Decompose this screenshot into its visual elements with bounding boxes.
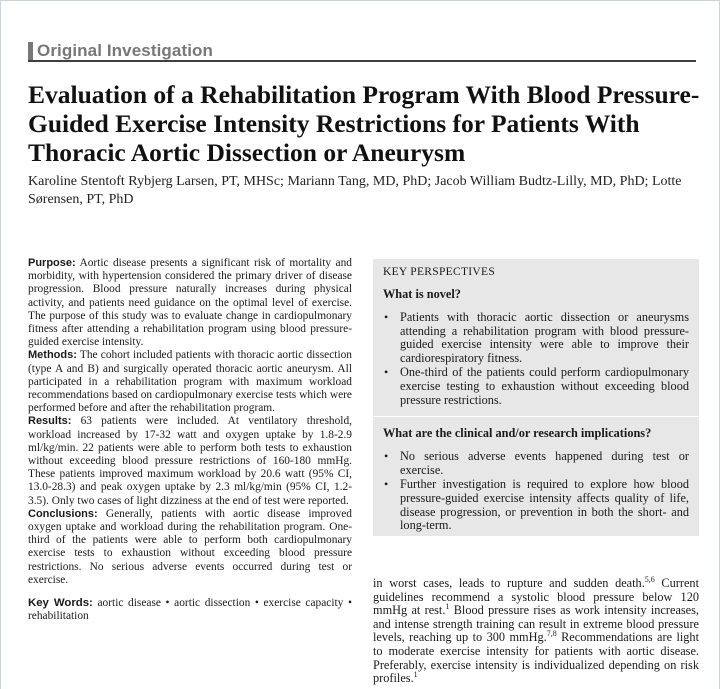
perspectives-divider	[373, 416, 699, 417]
abstract-keywords	[28, 597, 352, 623]
body-text-b: Current guidelines recommend a systolic blood pressure below 120 mmHg at rest.	[373, 576, 699, 618]
body-text-d: Recommendations are light to moderate exercise intensity for patients with aortic disease. Preferably, exercise intensity is individualized depending on risk profiles.	[373, 630, 699, 686]
keywords-text: aortic disease • aortic dissection • exercise capacity • rehabilitation	[28, 597, 352, 623]
implications-question: What are the clinical and/or research implications?	[383, 426, 652, 441]
methods-label: Methods:	[28, 349, 77, 362]
header-rule	[28, 60, 696, 62]
ref-superscript: 5,6	[644, 574, 655, 584]
section-tag	[28, 41, 213, 61]
abstract-conclusions	[28, 508, 352, 587]
body-text-a: in worst cases, leads to rupture and sudden death.	[373, 576, 645, 590]
abstract-methods	[28, 349, 352, 415]
section-label: Original Investigation	[37, 41, 214, 60]
author-list: Karoline Stentoft Rybjerg Larsen, PT, MHSc; Mariann Tang, MD, PhD; Jacob William Budtz-Lilly, MD, PhD; Lotte Sørensen, PT, PhD	[28, 174, 682, 207]
keywords-label: Key Words:	[28, 597, 93, 610]
list-item: • No serious adverse events happened during test or exercise.	[383, 450, 689, 477]
list-item: • Further investigation is required to explore how blood pressure-guided exercise intensity affects quality of life, disease progression, or prevention in both the short- and long-term.	[383, 478, 689, 532]
ref-superscript: 7,8	[546, 629, 557, 639]
list-item: • One-third of the patients could perform cardiopulmonary exercise testing to exhaustion without exceeding blood pressure restrictions.	[383, 366, 689, 407]
conclusions-text: Generally, patients with aortic disease improved oxygen uptake and workload during the rehabilitation program. One-third of the patients were able to perform both cardiopulmonary exercise tests to exhaustion without exceeding blood pressure restrictions. No serious adverse events occurred during test or exercise.	[28, 507, 352, 586]
body-text-c: Blood pressure rises as work intensity increases, and intense strength training can result in extreme blood pressure levels, reaching up to 300 mmHg.	[373, 603, 700, 645]
ref-superscript: 1	[445, 602, 450, 612]
purpose-text: Aortic disease presents a significant risk of mortality and morbidity, with hypertension considered the primary driver of disease progression. Blood pressure naturally increases during physical activity, and patients need guidance on the optimal level of exercise. The purpose of this study was to evaluate change in cardiopulmonary fitness after attending a rehabilitation program using blood pressure-guided exercise intensity.	[28, 257, 352, 349]
key-perspectives-box	[373, 259, 699, 536]
results-text: 63 patients were included. At ventilatory threshold, workload increased by 17-32 watt and oxygen uptake by 1.8-2.9 ml/kg/min. 22 patients were able to perform both tests to exhaustion without exceeding blood pressure restrictions of 160-180 mmHg. These patients improved maximum workload by 20.6 watt (95% CI, 13.0-28.3) and peak oxygen uptake by 2.3 ml/kg/min (95% CI, 1.2-3.5). Only two cases of light dizziness at the end of test were reported.	[28, 415, 353, 507]
abstract-results	[28, 415, 352, 507]
conclusions-label: Conclusions:	[28, 507, 98, 520]
abstract	[28, 257, 352, 623]
purpose-label: Purpose:	[28, 257, 76, 269]
novel-list	[383, 311, 689, 407]
ref-superscript: 1	[413, 670, 418, 680]
key-perspectives-title: KEY PERSPECTIVES	[383, 266, 496, 278]
list-item: • Patients with thoracic aortic dissection or aneurysms attending a rehabilitation program with blood pressure-guided exercise intensity were able to improve their cardiorespiratory fitness.	[383, 311, 689, 365]
article-title: Evaluation of a Rehabilitation Program With Blood Pressure-Guided Exercise Intensity Restrictions for Patients With Thoracic Aortic Dissection or Aneurysm	[28, 80, 700, 167]
results-label: Results:	[28, 415, 72, 428]
body-text	[373, 574, 700, 686]
implications-list	[383, 450, 689, 533]
abstract-purpose	[28, 257, 352, 349]
section-bar	[28, 42, 33, 60]
methods-text: The cohort included patients with thoracic aortic dissection (type A and B) and surgically operated thoracic aortic aneurysm. All participated in a rehabilitation program with maximum workload recommendations based on cardiopulmonary exercise tests which were performed before and after the rehabilitation program.	[28, 349, 352, 415]
novel-question: What is novel?	[383, 287, 461, 301]
